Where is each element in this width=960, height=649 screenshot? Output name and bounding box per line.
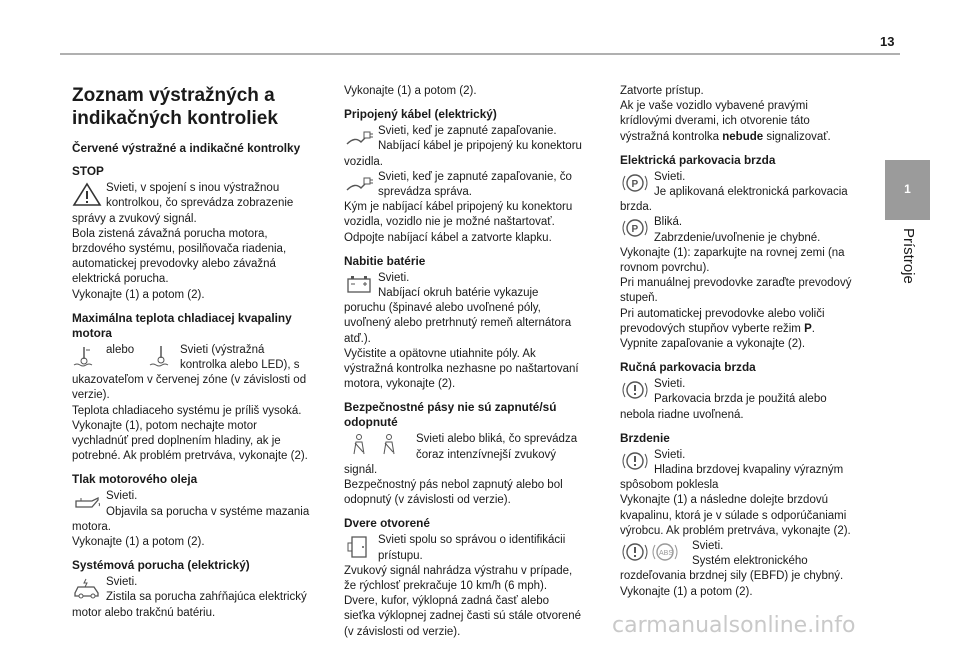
coolant-heading: Maximálna teplota chladiacej kvapaliny motora: [72, 310, 292, 340]
abs-icon: [650, 539, 680, 565]
belts-text-1: Svieti alebo bliká, čo sprevádza čoraz intenzívnejší zvukový signál.: [344, 433, 578, 476]
cable-text-2: Nabíjací kábel je pripojený ku konektoru vozidla.: [344, 140, 582, 168]
epb-text-7: Pri automatickej prevodovke alebo voliči prevodových stupňov vyberte režim P.: [620, 307, 825, 335]
cable-text-1: Svieti, keď je zapnuté zapaľovanie.: [378, 125, 557, 138]
brakes-text-6: Vykonajte (1) a potom (2).: [620, 585, 753, 598]
oil-text-3: Vykonajte (1) a potom (2).: [72, 536, 205, 549]
epb-text-1: Svieti.: [654, 170, 686, 183]
watermark: carmanualsonline.info: [612, 613, 856, 638]
page-title: Zoznam výstražných a indikačných kontroliek: [72, 85, 278, 129]
seatbelt-icon: [344, 432, 374, 458]
door-entry: [344, 533, 582, 563]
coolant-entry: [72, 343, 310, 404]
system-text-1: Svieti.: [106, 576, 138, 589]
stop-heading: STOP: [72, 164, 104, 179]
brakes-text-4: Svieti.: [692, 540, 724, 553]
ebfd-icons: [620, 539, 692, 569]
battery-entry: [344, 271, 582, 347]
stop-entry: [72, 181, 310, 227]
cable-text-3: Svieti, keď je zapnuté zapaľovanie, čo sprevádza správa.: [378, 170, 572, 199]
battery-heading: Nabitie batérie: [344, 253, 426, 268]
battery-text-2: Nabíjací okruh batérie vykazuje poruchu (špinavé alebo uvoľnené póly, uvoľnený alebo pretrhnutý remeň alternátora atď.).: [344, 287, 572, 345]
cable-entry-2: [344, 170, 582, 200]
battery-text-3: Vyčistite a opätovne utiahnite póly. Ak výstražná kontrolka nezhasne po naštartovaní motora, vykonajte (2).: [344, 347, 579, 391]
brake-warning-icon: [620, 539, 650, 565]
epb-text-6: Pri manuálnej prevodovke zaraďte prevodový stupeň.: [620, 277, 852, 305]
oil-text-1: Svieti.: [106, 490, 138, 503]
belts-entry: [344, 432, 582, 478]
parking-brake-p-icon: [620, 215, 652, 245]
cable-entry-1: [344, 124, 582, 170]
brakes-entry-2: [620, 539, 858, 585]
column-1: [72, 84, 310, 621]
oil-can-icon: [72, 489, 104, 519]
handbrake-heading: Ručná parkovacia brzda: [620, 360, 756, 375]
cable-text-5: Odpojte nabíjací kábel a zatvorte klapku.: [344, 231, 552, 244]
brakes-entry-1: [620, 448, 858, 494]
seatbelt-rear-icon: [374, 432, 404, 458]
battery-icon: [344, 271, 376, 301]
top-rule: [60, 53, 900, 55]
belts-heading: Bezpečnostné pásy nie sú zapnuté/sú odopnuté: [344, 400, 557, 430]
oil-entry: [72, 489, 310, 535]
brakes-text-3: Vykonajte (1) a následne dolejte brzdovú kvapalinu, ktorá je v súlade s odporúčaniami výrobcu. Ak problém pretrváva, vykonajte (2).: [620, 494, 851, 537]
brake-icon: [620, 448, 652, 478]
handbrake-entry: [620, 377, 858, 423]
epb-entry-1: [620, 170, 858, 216]
car-fault-icon: [72, 575, 104, 605]
coolant-alebo: alebo: [106, 343, 135, 356]
epb-text-3: Bliká.: [654, 216, 683, 229]
column-3: [620, 84, 858, 600]
system-heading: Systémová porucha (elektrický): [72, 558, 250, 573]
column-2: [344, 84, 582, 640]
side-tab-label-box: [886, 218, 926, 298]
coolant-temp-icon: [72, 343, 104, 373]
stop-text-3: Vykonajte (1) a potom (2).: [72, 288, 205, 301]
cable-heading: Pripojený kábel (elektrický): [344, 107, 497, 122]
epb-entry-2: [620, 215, 858, 245]
oil-heading: Tlak motorového oleja: [72, 472, 198, 487]
door-text-3: Dvere, kufor, výklopná zadná časť alebo sieťka výklopnej zadnej časti sú stále otvorené (v závislosti od verzie).: [344, 595, 581, 638]
epb-text-2: Je aplikovaná elektronická parkovacia brzda.: [620, 186, 848, 214]
col3-intro-2: Ak je vaše vozidlo vybavené pravými krídlovými dverami, ich otvorenie táto výstražná kontrolka nebude signalizovať.: [620, 100, 831, 143]
door-open-icon: [344, 533, 376, 563]
belts-text-2: Bezpečnostný pás nebol zapnutý alebo bol odopnutý (v závislosti od verzie).: [344, 479, 563, 507]
stop-text-1: Svieti, v spojení s inou výstražnou kontrolkou, čo sprevádza zobrazenie správy a zvukový signál.: [72, 182, 294, 225]
coolant-text-1: Svieti (výstražná kontrolka alebo LED), s ukazovateľom v červenej zóne (v závislosti od verzie).: [72, 343, 307, 402]
col3-intro-1: Zatvorte prístup.: [620, 85, 704, 97]
handbrake-text-1: Svieti.: [654, 378, 686, 391]
handbrake-text-2: Parkovacia brzda je použitá alebo nebola riadne uvoľnená.: [620, 393, 827, 421]
door-heading: Dvere otvorené: [344, 516, 430, 531]
epb-text-4: Zabrzdenie/uvoľnenie je chybné.: [654, 231, 821, 244]
epb-text-5: Vykonajte (1): zaparkujte na rovnej zemi (na rovnom povrchu).: [620, 246, 845, 275]
coolant-temp-led-icon: [146, 343, 178, 373]
door-text-1: Svieti spolu so správou o identifikácii prístupu.: [378, 534, 566, 562]
coolant-text-2: Teplota chladiaceho systému je príliš vysoká.: [72, 404, 302, 417]
nebude-bold: nebude: [722, 130, 764, 143]
door-text-2: Zvukový signál nahrádza výstrahu v prípade, že rýchlosť prekračuje 10 km/h (6 mph).: [344, 564, 573, 593]
svg-text:P: P: [631, 224, 639, 236]
epb-text-8: Vypnite zapaľovanie a vykonajte (2).: [620, 338, 806, 351]
epb-heading: Elektrická parkovacia brzda: [620, 152, 776, 167]
brakes-text-1: Svieti.: [654, 448, 686, 461]
side-tab-label: Prístroje: [900, 228, 917, 284]
warning-triangle-icon: [72, 181, 104, 211]
brakes-text-5: Systém elektronického rozdeľovania brzdnej sily (EBFD) je chybný.: [620, 555, 844, 583]
coolant-text-3: Vykonajte (1), potom nechajte motor vychladnúť pred doplnením hladiny, ak je potrebné. Ak problém pretrváva, vykonajte (2).: [72, 419, 308, 463]
charging-cable-icon: [344, 170, 376, 200]
battery-text-1: Svieti.: [378, 271, 410, 284]
oil-text-2: Objavila sa porucha v systéme mazania motora.: [72, 505, 310, 533]
system-entry: [72, 575, 310, 621]
system-text-2: Zistila sa porucha zahŕňajúca elektrický motor alebo trakčnú batériu.: [72, 591, 307, 619]
svg-text:P: P: [631, 178, 639, 190]
seatbelt-icons: [344, 432, 416, 462]
section-subtitle: Červené výstražné a indikačné kontrolky: [72, 141, 301, 155]
brakes-heading: Brzdenie: [620, 430, 670, 445]
brakes-text-2: Hladina brzdovej kvapaliny výrazným spôsobom poklesla: [620, 464, 844, 492]
side-tab-number[interactable]: 1: [885, 160, 930, 220]
brake-icon: [620, 377, 652, 407]
cable-text-4: Kým je nabíjací kábel pripojený ku konektoru vozidla, vozidlo nie je možné naštartovať.: [344, 201, 573, 229]
stop-text-2: Bola zistená závažná porucha motora, brzdového systému, posilňovača riadenia, automatickej prevodovky alebo závažná elektrická porucha.: [72, 227, 287, 286]
col2-intro: Vykonajte (1) a potom (2).: [344, 85, 477, 97]
charging-cable-icon: [344, 124, 376, 154]
svg-text:ABS: ABS: [659, 550, 674, 558]
parking-brake-p-icon: [620, 170, 652, 200]
page-number: 13: [880, 34, 895, 49]
